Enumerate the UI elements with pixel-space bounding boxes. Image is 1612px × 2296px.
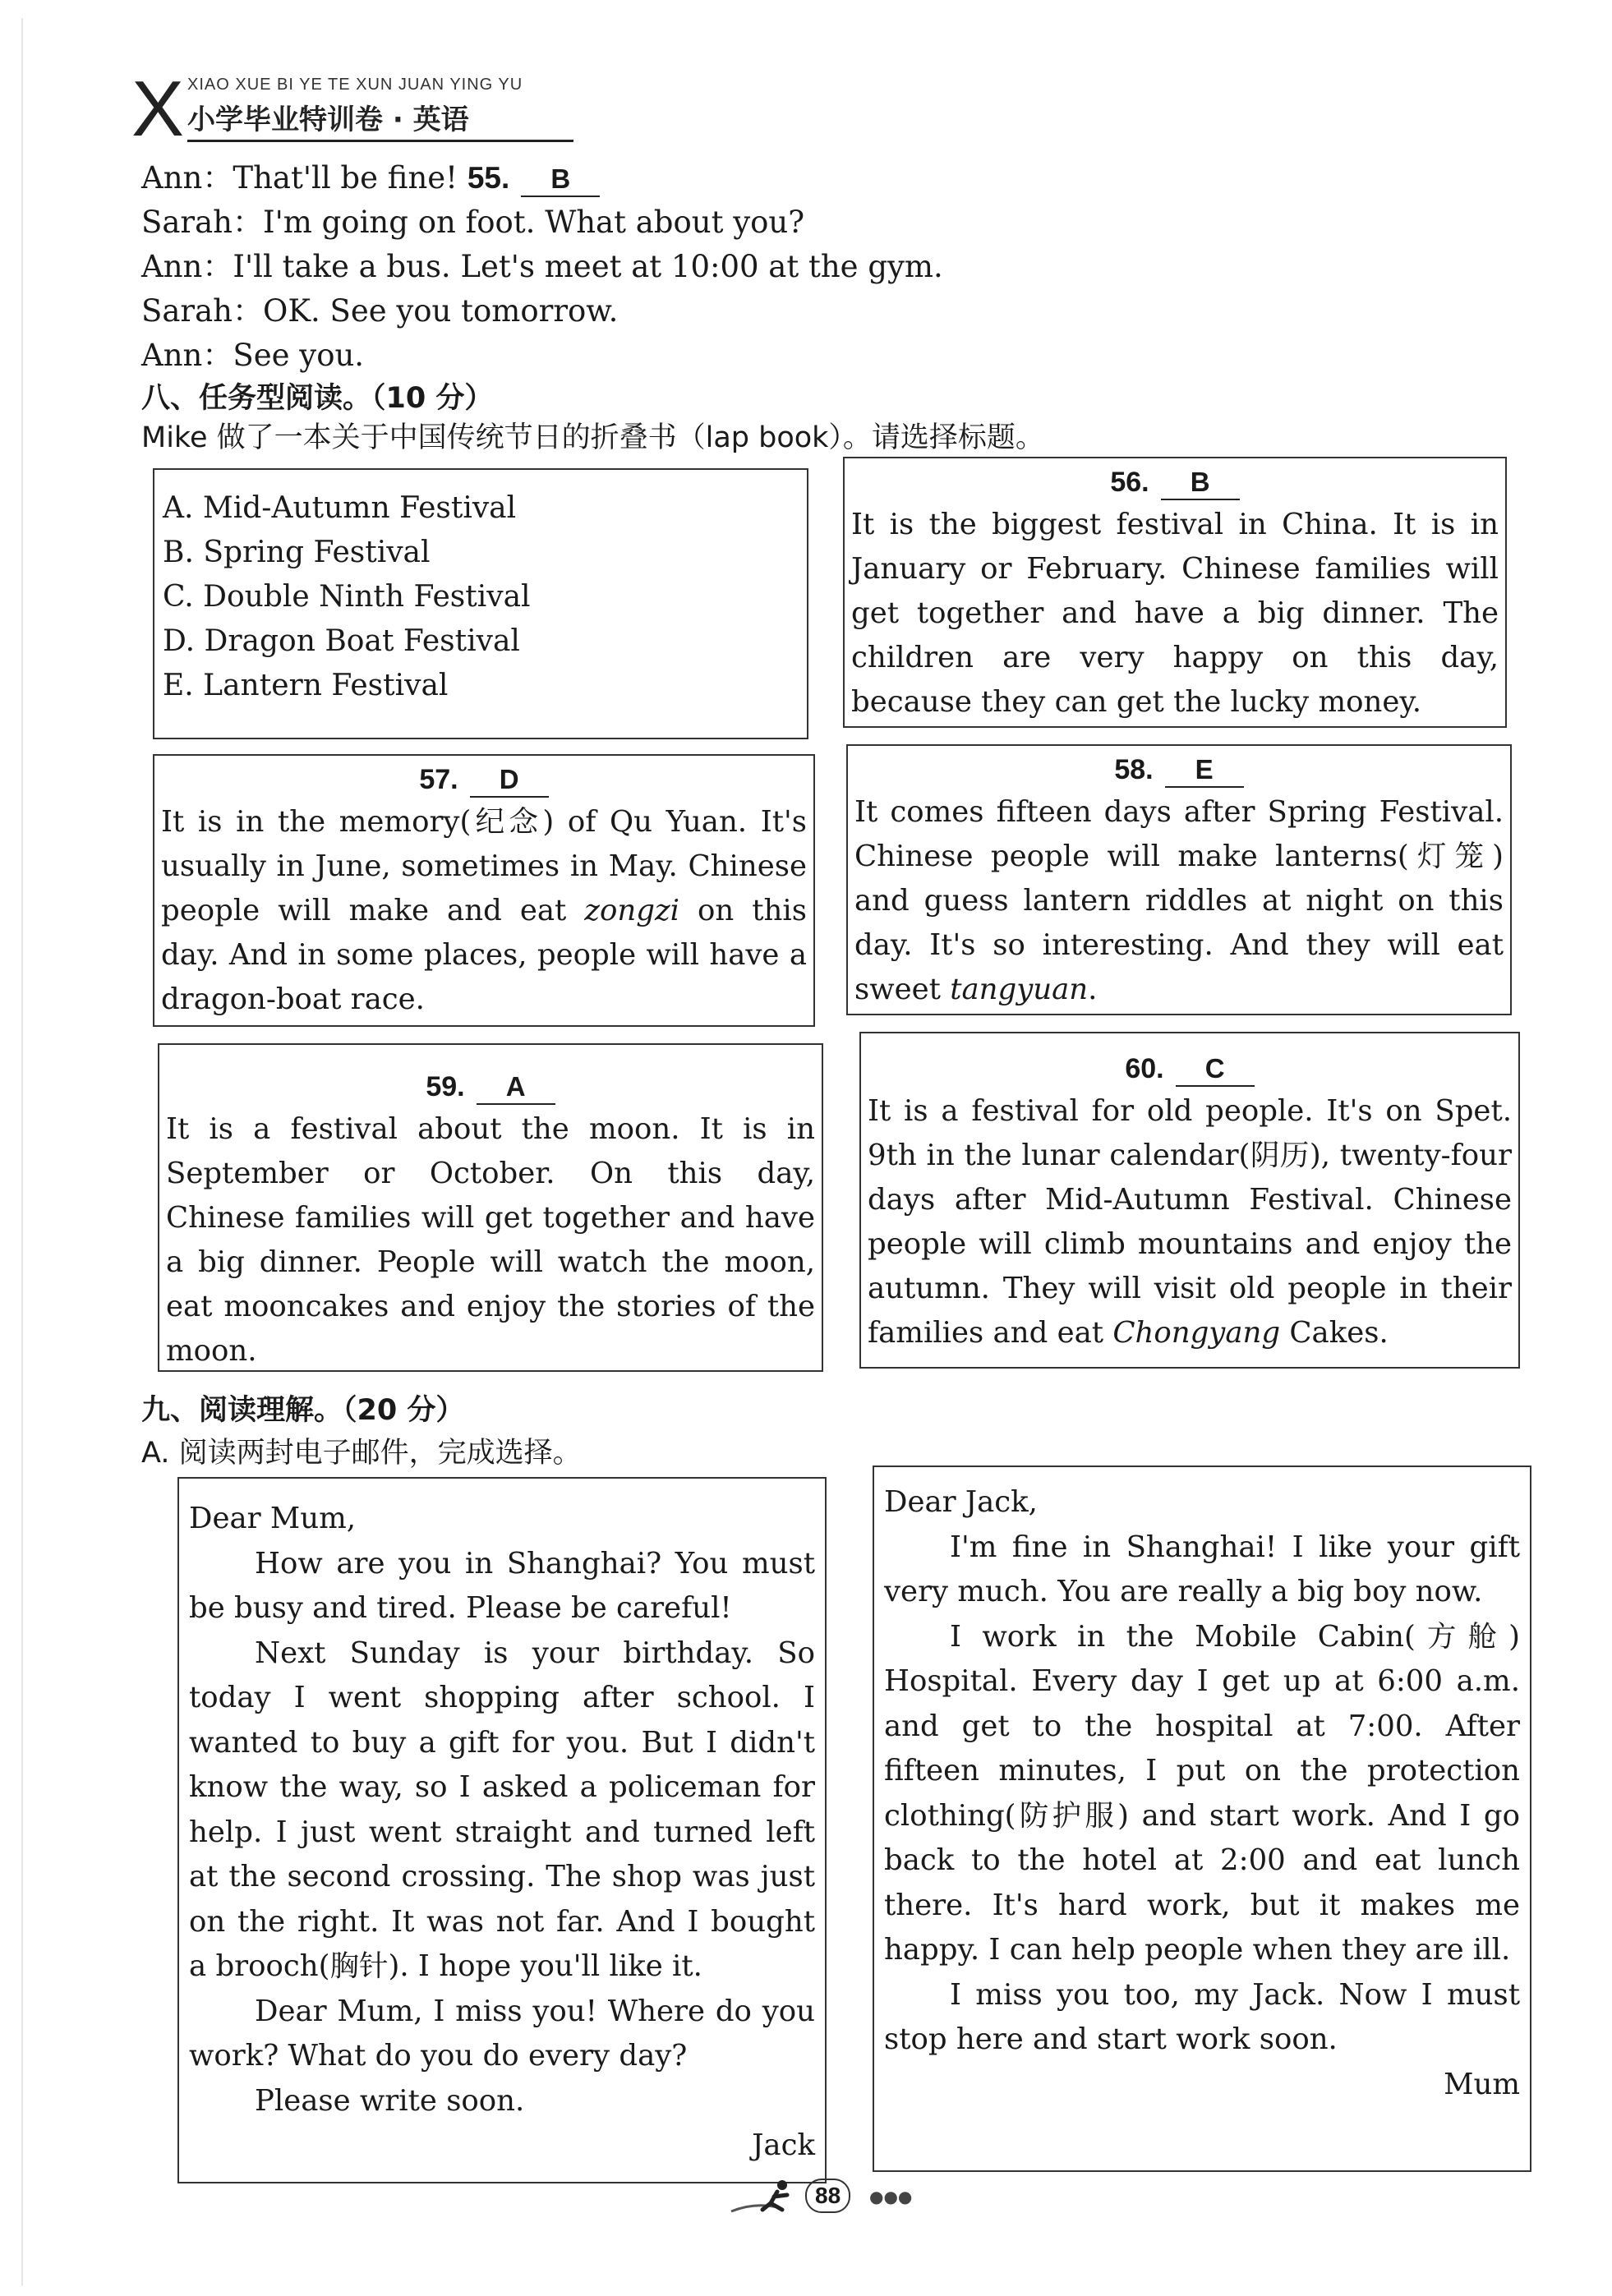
option-a: A. Mid-Autumn Festival — [163, 491, 517, 525]
section-9-title: 九、阅读理解。（20 分） — [141, 1394, 465, 1427]
answer-blank[interactable]: C — [1176, 1052, 1255, 1087]
question-57-text: It is in the memory(纪念) of Qu Yuan. It's usually in June, sometimes in May. Chinese people will make and eat zongzi on this day. And in some places, people will have a dragon-boat race. — [161, 805, 807, 1016]
answer-blank[interactable]: E — [1165, 753, 1244, 788]
dialogue-line: Ann：I'll take a bus. Let's meet at 10:00 at the gym. — [141, 249, 943, 284]
email-from-mum — [873, 1465, 1531, 2172]
answer-blank[interactable]: A — [477, 1070, 555, 1105]
page-number: 88 — [805, 2179, 850, 2213]
email-greeting: Dear Mum, — [189, 1502, 357, 1535]
question-number: 60. — [1125, 1053, 1164, 1084]
answer-blank[interactable]: B — [521, 163, 600, 197]
header-pinyin: XIAO XUE BI YE TE XUN JUAN YING YU — [187, 76, 523, 94]
dialogue-line: Sarah：I'm going on foot. What about you? — [141, 205, 805, 240]
dialogue-speaker: Ann — [141, 249, 203, 284]
header-logo-letter: X — [131, 65, 185, 153]
email-paragraph: How are you in Shanghai? You must be busy and tired. Please be careful! — [189, 1546, 815, 1625]
email-signature: Mum — [1444, 2067, 1520, 2101]
answer-blank[interactable]: B — [1161, 466, 1240, 500]
question-58-text: It comes fifteen days after Spring Festival. Chinese people will make lanterns(灯笼) and guess lantern riddles at night on this day. It's so interesting. And they will eat sweet tangyuan. — [854, 795, 1504, 1006]
dialogue-line: Ann：See you. — [141, 338, 365, 373]
question-56-box — [843, 457, 1507, 728]
question-number: 55. — [467, 161, 510, 195]
options-box — [153, 468, 808, 739]
email-paragraph: I work in the Mobile Cabin(方舱) Hospital. Every day I get up at 6:00 a.m. and get to the hospital at 7:00. After fifteen minutes, I put on the protection clothing(防护服) and start work. And I go back to the hotel at 2:00 and eat lunch there. It's hard work, but it makes me happy. I can help people when they are ill. — [884, 1619, 1520, 1967]
email-paragraph: I miss you too, my Jack. Now I must stop here and start work soon. — [884, 1977, 1520, 2056]
dialogue-speaker: Ann — [141, 160, 203, 196]
dialogue-speaker: Sarah — [141, 205, 233, 240]
question-number: 58. — [1114, 754, 1154, 785]
dialogue-text: OK. See you tomorrow. — [262, 293, 619, 329]
email-paragraph: Please write soon. — [255, 2083, 525, 2118]
option-e: E. Lantern Festival — [163, 669, 449, 702]
dialogue-line: Sarah：OK. See you tomorrow. — [141, 293, 619, 329]
question-58-box — [846, 744, 1512, 1015]
question-60-box — [859, 1032, 1520, 1369]
question-59-box — [158, 1043, 823, 1372]
email-from-jack — [177, 1477, 827, 2183]
section-8-title: 八、任务型阅读。（10 分） — [141, 382, 494, 415]
dialogue-text: See you. — [233, 338, 365, 373]
dialogue-text: That'll be fine! — [233, 160, 458, 196]
dialogue-text: I'll take a bus. Let's meet at 10:00 at the gym. — [233, 249, 943, 284]
email-paragraph: I'm fine in Shanghai! I like your gift very much. You are really a big boy now. — [884, 1530, 1520, 1608]
section-8-instruction: Mike 做了一本关于中国传统节日的折叠书（lap book）。请选择标题。 — [141, 421, 1044, 454]
dialogue-speaker: Sarah — [141, 293, 233, 329]
header-title: 小学毕业特训卷 · 英语 — [187, 104, 469, 136]
dialogue-text: I'm going on foot. What about you? — [262, 205, 805, 240]
section-9-part-a: A. 阅读两封电子邮件，完成选择。 — [141, 1437, 582, 1470]
question-59-text: It is a festival about the moon. It is in September or October. On this day, Chinese families will get together and have a big dinner. People will watch the moon, eat mooncakes and enjoy the stories of the moon. — [166, 1112, 815, 1368]
header-rule — [187, 140, 573, 142]
answer-blank[interactable]: D — [470, 763, 549, 798]
email-paragraph: Next Sunday is your birthday. So today I went shopping after school. I wanted to buy a gift for you. But I didn't know the way, so I asked a policeman for help. I just went straight and turned left at the second crossing. The shop was just on the right. It was not far. And I bought a brooch(胸针). I hope you'll like it. — [189, 1636, 815, 1983]
option-c: C. Double Ninth Festival — [163, 580, 531, 614]
email-greeting: Dear Jack, — [884, 1485, 1038, 1519]
email-paragraph: Dear Mum, I miss you! Where do you work? What do you do every day? — [189, 1994, 815, 2073]
question-number: 57. — [419, 764, 458, 795]
dialogue-line: Ann：That'll be fine! 55. B — [141, 158, 600, 199]
option-d: D. Dragon Boat Festival — [163, 624, 520, 658]
question-57-box — [153, 754, 815, 1027]
email-signature: Jack — [752, 2128, 815, 2162]
option-b: B. Spring Festival — [163, 536, 431, 569]
question-60-text: It is a festival for old people. It's on Spet. 9th in the lunar calendar(阴历), twenty-four days after Mid-Autumn Festival. Chinese people will climb mountains and enjoy the autumn. They will visit old people in their families and eat Chongyang Cakes. — [868, 1094, 1512, 1350]
question-number: 56. — [1110, 467, 1149, 498]
question-number: 59. — [426, 1071, 465, 1102]
dots-decoration: ●●● — [869, 2187, 913, 2206]
question-56-text: It is the biggest festival in China. It is in January or February. Chinese families will get together and have a big dinner. The children are very happy on this day, because they can get the lucky money. — [851, 508, 1499, 719]
dialogue-speaker: Ann — [141, 338, 203, 373]
